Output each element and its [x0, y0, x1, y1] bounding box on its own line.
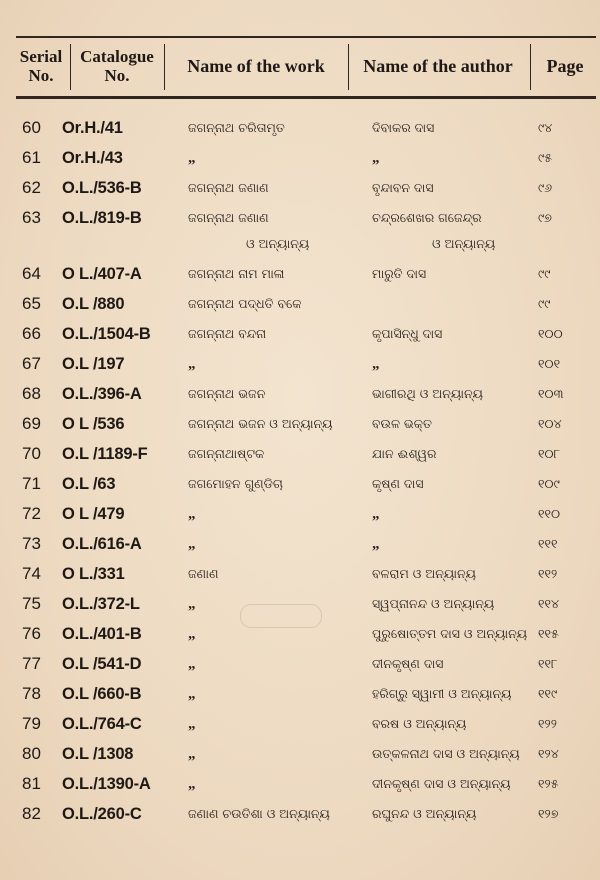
catalogue-number: O.L /660-B	[62, 685, 142, 703]
header-page: Page	[546, 55, 584, 76]
table-row	[0, 174, 600, 204]
work-title: ଜଗନ୍ନାଥ ଜଣାଣ	[188, 210, 269, 225]
table-row	[0, 770, 600, 800]
author-name: ରଘୁନନ୍ଦ ଓ ଅନ୍ୟାନ୍ୟ	[372, 806, 477, 821]
table-row	[0, 114, 600, 144]
serial-number: 61	[22, 148, 41, 167]
author-name-continued: ଓ ଅନ୍ୟାନ୍ୟ	[432, 236, 496, 251]
table-row	[0, 290, 600, 320]
header-bottom-rule	[16, 96, 596, 99]
page-number: ୧୨୭	[538, 806, 559, 821]
work-title: „	[188, 656, 196, 672]
bleed-through-mark	[240, 604, 322, 628]
serial-number: 70	[22, 444, 41, 463]
table-row	[0, 380, 600, 410]
work-title: „	[188, 150, 196, 166]
catalogue-number: O L./331	[62, 565, 125, 583]
page-number: ୧୨୪	[538, 746, 559, 761]
page-number: ୧୧୪	[538, 596, 560, 611]
table-row	[0, 260, 600, 290]
author-name: ଭାଗୀରଥି ଓ ଅନ୍ୟାନ୍ୟ	[372, 386, 483, 401]
author-name: ଦୀନକୃଷ୍ଣ ଦାସ ଓ ଅନ୍ୟାନ୍ୟ	[372, 776, 511, 791]
catalogue-number: O.L./764-C	[62, 715, 142, 733]
author-name: „	[372, 536, 380, 552]
work-title: „	[188, 776, 196, 792]
author-name: ଚନ୍ଦ୍ରଶେଖର ଗଜେନ୍ଦ୍ର	[372, 210, 482, 225]
author-name: „	[372, 356, 380, 372]
author-name: ଯାନ ଈଶ୍ୱର	[372, 446, 437, 461]
work-title: ଜଗନ୍ନାଥ ବନ୍ଦନା	[188, 326, 267, 341]
serial-number: 68	[22, 384, 41, 403]
page-number: ୯୯	[538, 296, 551, 311]
work-title: ଜଗନ୍ନାଥ ଚରିତାମୃତ	[188, 120, 285, 135]
table-row	[0, 470, 600, 500]
page-number: ୯୬	[538, 180, 553, 195]
author-name: ମାରୁତି ଦାସ	[372, 266, 427, 281]
header-name-of-author: Name of the author	[363, 55, 513, 76]
catalogue-number: O.L /541-D	[62, 655, 142, 673]
page-number: ୧୧୫	[538, 626, 559, 641]
column-divider	[70, 44, 71, 90]
work-title: ଜଗନ୍ନାଥ ନାମ ମାଳା	[188, 266, 285, 281]
catalogue-number: O L /479	[62, 505, 125, 523]
catalogue-number: O.L./372-L	[62, 595, 140, 613]
work-title: „	[188, 506, 196, 522]
page-number: ୧୦୩	[538, 386, 564, 401]
author-name: ବୃନ୍ଦାବନ ଦାସ	[372, 180, 434, 195]
serial-number: 76	[22, 624, 41, 643]
header-top-rule	[16, 36, 596, 38]
catalogue-number: O.L./260-C	[62, 805, 142, 823]
header-catalogue-no: Catalogue No.	[80, 47, 154, 85]
page-number: ୧୧୨	[538, 566, 558, 581]
page-number: ୧୦୦	[538, 326, 563, 341]
page-number: ୧୧୧	[538, 536, 558, 551]
page-number: ୯୯	[538, 266, 551, 281]
catalogue-number: O.L./819-B	[62, 209, 142, 227]
work-title: ଜଗନ୍ନାଥ ପଦ୍ଧତି ବକେ	[188, 296, 302, 311]
catalogue-number: O.L./401-B	[62, 625, 142, 643]
catalogue-number: Or.H./43	[62, 149, 123, 167]
work-title: „	[188, 686, 196, 702]
page-number: ୧୦୪	[538, 416, 562, 431]
catalogue-number: O.L./1504-B	[62, 325, 151, 343]
header-name-of-work: Name of the work	[187, 55, 325, 76]
table-row	[0, 440, 600, 470]
table-row	[0, 710, 600, 740]
catalogue-number: O.L /63	[62, 475, 116, 493]
table-row	[0, 650, 600, 680]
author-name: ସ୍ୱପ୍ନାନନ୍ଦ ଓ ଅନ୍ୟାନ୍ୟ	[372, 596, 495, 611]
work-title: „	[188, 356, 196, 372]
page-number: ୧୧୦	[538, 506, 561, 521]
author-name: କୃଷ୍ଣ ଦାସ	[372, 476, 424, 491]
author-name: ବରଷ ଓ ଅନ୍ୟାନ୍ୟ	[372, 716, 467, 731]
serial-number: 71	[22, 474, 41, 493]
table-row	[0, 800, 600, 830]
serial-number: 60	[22, 118, 41, 137]
author-name: ପୁରୁଷୋତ୍ତମ ଦାସ ଓ ଅନ୍ୟାନ୍ୟ	[372, 626, 528, 641]
table-row	[0, 144, 600, 174]
table-row	[0, 410, 600, 440]
page-number: ୯୪	[538, 120, 553, 135]
work-title: ଜଣାଣ ଚଉତିଶା ଓ ଅନ୍ୟାନ୍ୟ	[188, 806, 330, 821]
work-title: „	[188, 626, 196, 642]
column-divider	[348, 44, 349, 90]
work-title-continued: ଓ ଅନ୍ୟାନ୍ୟ	[246, 236, 310, 251]
page-number: ୧୧୮	[538, 656, 558, 671]
work-title: „	[188, 596, 196, 612]
serial-number: 78	[22, 684, 41, 703]
author-name: „	[372, 506, 380, 522]
serial-number: 69	[22, 414, 41, 433]
serial-number: 66	[22, 324, 41, 343]
work-title: „	[188, 536, 196, 552]
catalogue-number: O.L /1189-F	[62, 445, 148, 463]
serial-number: 72	[22, 504, 41, 523]
author-name: „	[372, 150, 380, 166]
serial-number: 62	[22, 178, 41, 197]
page-number: ୧୧୯	[538, 686, 558, 701]
table-row	[0, 560, 600, 590]
author-name: ଦିବାକର ଦାସ	[372, 120, 435, 135]
catalogue-number: O.L./396-A	[62, 385, 142, 403]
table-row	[0, 500, 600, 530]
work-title: ଜଗନ୍ନାଥାଷ୍ଟକ	[188, 446, 265, 461]
header-serial-no: Serial No.	[19, 47, 63, 85]
page-number: ୧୨୨	[538, 716, 557, 731]
serial-number: 74	[22, 564, 41, 583]
author-name: ବଳରାମ ଓ ଅନ୍ୟାନ୍ୟ	[372, 566, 476, 581]
author-name: ଦୀନକୃଷ୍ଣ ଦାସ	[372, 656, 444, 671]
table-row	[0, 320, 600, 350]
serial-number: 65	[22, 294, 41, 313]
author-name: କୃପାସିନ୍ଧୁ ଦାସ	[372, 326, 443, 341]
serial-number: 67	[22, 354, 41, 373]
serial-number: 81	[22, 774, 41, 793]
author-name: ଉତ୍କଳନାଥ ଦାସ ଓ ଅନ୍ୟାନ୍ୟ	[372, 746, 520, 761]
serial-number: 75	[22, 594, 41, 613]
serial-number: 80	[22, 744, 41, 763]
table-row	[0, 204, 600, 260]
serial-number: 64	[22, 264, 41, 283]
serial-number: 63	[22, 208, 41, 227]
page-number: ୯୭	[538, 210, 552, 225]
work-title: „	[188, 746, 196, 762]
author-name: ହରିଗ୍ରୁ ସ୍ୱାମୀ ଓ ଅନ୍ୟାନ୍ୟ	[372, 686, 512, 701]
catalogue-number: O.L./1390-A	[62, 775, 151, 793]
catalogue-number: O.L./536-B	[62, 179, 142, 197]
table-row	[0, 740, 600, 770]
table-row	[0, 350, 600, 380]
serial-number: 82	[22, 804, 41, 823]
page-number: ୧୨୫	[538, 776, 559, 791]
work-title: ଜଗମୋହନ ଗୁଣ୍ଡିଚା	[188, 476, 283, 491]
page-number: ୧୦୯	[538, 476, 560, 491]
author-name: ବଉଳ ଭକ୍ତ	[372, 416, 432, 431]
catalogue-number: O.L /197	[62, 355, 125, 373]
work-title: „	[188, 716, 196, 732]
catalogue-number: O.L /880	[62, 295, 125, 313]
table-row	[0, 530, 600, 560]
page-number: ୧୦୧	[538, 356, 561, 371]
catalogue-number: O.L /1308	[62, 745, 134, 763]
work-title: ଜଗନ୍ନାଥ ଜଣାଣ	[188, 180, 269, 195]
work-title: ଜଗନ୍ନାଥ ଭଜନ	[188, 386, 266, 401]
catalogue-number: O L /536	[62, 415, 125, 433]
catalogue-number: O L./407-A	[62, 265, 142, 283]
serial-number: 73	[22, 534, 41, 553]
work-title: ଜଣାଣ	[188, 566, 219, 581]
catalogue-number: O.L./616-A	[62, 535, 142, 553]
catalogue-number: Or.H./41	[62, 119, 123, 137]
table-row	[0, 680, 600, 710]
serial-number: 77	[22, 654, 41, 673]
work-title: ଜଗନ୍ନାଥ ଭଜନ ଓ ଅନ୍ୟାନ୍ୟ	[188, 416, 333, 431]
column-divider	[530, 44, 531, 90]
page-number: ୯୫	[538, 150, 553, 165]
column-divider	[164, 44, 165, 90]
page-number: ୧୦୮	[538, 446, 561, 461]
serial-number: 79	[22, 714, 41, 733]
